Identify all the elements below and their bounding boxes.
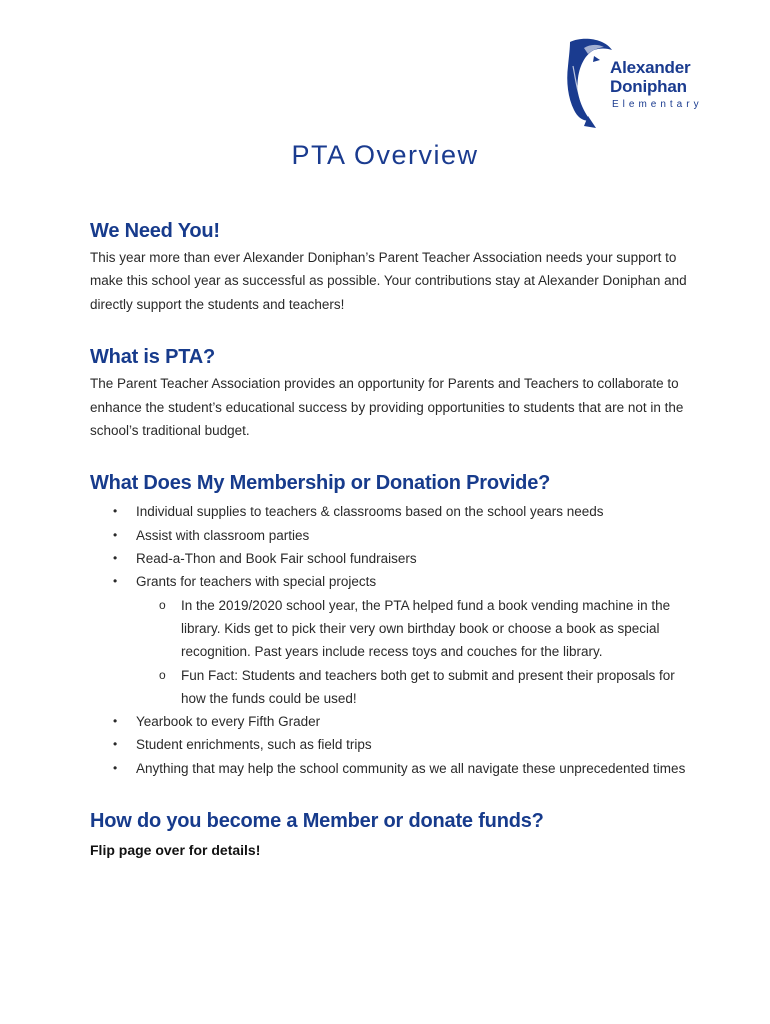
sub-list <box>136 594 690 710</box>
bullet-icon: • <box>113 551 118 566</box>
section-heading: What is PTA? <box>90 346 216 369</box>
logo-text-line2: Doniphan <box>610 77 687 96</box>
bullet-icon: • <box>113 527 118 542</box>
list-item <box>90 524 690 547</box>
section-heading: We Need You! <box>90 220 220 242</box>
list-item <box>90 733 690 756</box>
list-item-text: Student enrichments, such as field trips <box>136 737 372 753</box>
list-item-text: Individual supplies to teachers & classrooms based on the school years needs <box>136 504 604 520</box>
section-paragraph: This year more than ever Alexander Doniphan’s Parent Teacher Association needs your support to make this school year as successful as possible. Your contributions stay at Alexander Doniphan and directly support the students and teachers! <box>90 250 687 312</box>
bullet-icon: • <box>113 714 118 729</box>
list-item-text: Grants for teachers with special projects <box>136 574 377 590</box>
section-paragraph: The Parent Teacher Association provides an opportunity for Parents and Teachers to collaborate to enhance the student’s educational success by providing opportunities to students that are not in the school’s traditional budget. <box>90 376 684 439</box>
logo-text-line1: Alexander <box>610 58 691 77</box>
section-heading: What Does My Membership or Donation Provide? <box>90 472 551 495</box>
section-heading: How do you become a Member or donate funds? <box>90 810 544 832</box>
section-what-is-pta <box>90 342 690 442</box>
section-we-need-you <box>90 216 690 316</box>
section-how-to-join <box>90 806 690 862</box>
list-item-text: Anything that may help the school community as we all navigate these unprecedented times <box>136 760 686 776</box>
list-item <box>90 500 690 523</box>
list-item <box>90 757 690 780</box>
list-item-text: Read-a-Thon and Book Fair school fundraisers <box>136 551 417 567</box>
bullet-icon: • <box>113 737 118 752</box>
sub-list-item-text: In the 2019/2020 school year, the PTA helped fund a book vending machine in the library. Kids get to pick their very own birthday book or choose a book as special recognition. Past years include recess toys and couches for the library. <box>181 597 671 660</box>
circle-bullet-icon: o <box>159 597 166 612</box>
bullet-icon: • <box>113 504 118 519</box>
sub-list-item-text: Fun Fact: Students and teachers both get to submit and present their proposals for how the funds could be used! <box>181 667 675 706</box>
list-item-text: Yearbook to every Fifth Grader <box>136 714 321 730</box>
page-title: PTA Overview <box>291 140 479 170</box>
list-item <box>90 547 690 570</box>
list-item-text: Assist with classroom parties <box>136 527 310 543</box>
bullet-icon: • <box>113 760 118 775</box>
list-item <box>90 710 690 733</box>
logo-text-line3: Elementary <box>612 99 703 110</box>
school-logo <box>564 36 714 132</box>
document-body <box>90 216 690 862</box>
flip-page-note: Flip page over for details! <box>90 842 261 858</box>
bullet-icon: • <box>113 574 118 589</box>
sub-list-item <box>136 664 690 711</box>
sub-list-item <box>136 594 690 664</box>
circle-bullet-icon: o <box>159 667 166 682</box>
section-membership-provides <box>90 468 690 780</box>
benefits-list <box>90 500 690 780</box>
list-item <box>90 570 690 710</box>
dolphin-icon <box>564 36 614 132</box>
